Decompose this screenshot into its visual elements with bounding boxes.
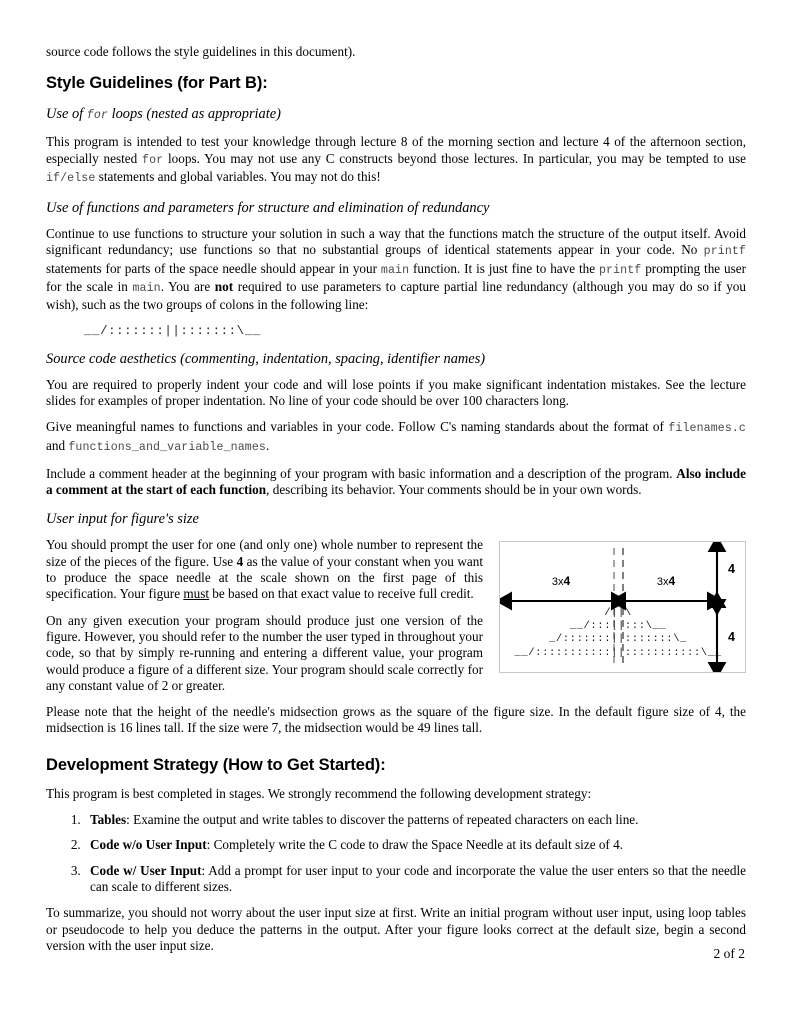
- user-input-underline-must: must: [183, 586, 209, 602]
- user-input-body-paragraph-2: On any given execution your program should produce just one version of the figure. However, you should refer to the number the user typed in throughout your code, so that by simply re-running and entering a different value, your program would produce a figure of a different size. Your program should scale correctly for any constant value of 2 or greater.: [46, 612, 483, 693]
- for-loops-body-1: This program is intended to test your knowledge through lecture 8 of the morning section and lecture 4 of the afternoon section, especially nested: [46, 134, 746, 166]
- needle-row-4: __/:::::::::::||:::::::::::\__: [514, 647, 722, 660]
- ascii-code-sample-line: __/:::::::||:::::::\__: [84, 323, 261, 338]
- subheading-for-loops: [46, 105, 746, 125]
- subheading-for-loops-suffix: loops (nested as appropriate): [107, 106, 281, 123]
- development-strategy-intro: This program is best completed in stages. We strongly recommend the following development strategy:: [46, 785, 592, 801]
- figure-label-right: 3x4: [656, 574, 676, 589]
- subheading-functions-parameters: Use of functions and parameters for structure and elimination of redundancy: [46, 200, 490, 217]
- functions-body-5: . You are: [160, 279, 215, 295]
- user-input-bold-four: 4: [236, 553, 244, 569]
- functions-body-6: required to use parameters to capture partial line redundancy (although you may do so if you wish), such as the two groups of colons in the following line:: [46, 279, 746, 313]
- inline-code-main-1: main: [380, 263, 410, 277]
- user-input-body-1c: be based on that exact value to receive full credit.: [209, 586, 474, 602]
- list-item: [84, 837, 746, 853]
- user-input-body-1b: as the value of your constant when you want to produce the space needle at the scale shown on the first page of this specification. Your figure: [46, 553, 483, 602]
- aesthetics-body-paragraph-1: You are required to properly indent your code and will lose points if you make significant indentation mistakes. See the lecture slides for examples of proper indentation. No line of your code should be over 100 characters long.: [46, 376, 746, 408]
- inline-code-function-names: functions_and_variable_names: [68, 440, 266, 454]
- aesthetics-body-2b: and: [46, 437, 69, 453]
- functions-body-3: function. It is just fine to have the: [409, 260, 599, 276]
- functions-body-1: Continue to use functions to structure your solution in such a way that the functions match the structure of the output itself. Avoid significant redundancy; use functions so that no substantial groups of identical statements appear in your code. No: [46, 226, 746, 258]
- for-loops-body-paragraph: [46, 134, 746, 187]
- development-strategy-closing: To summarize, you should not worry about the user input size at first. Write an initial program without user input, using loop tables or pseudocode to help you deduce the patterns in the output. After your figure looks correct at the default size, begin a second version with the user input size.: [46, 905, 746, 953]
- subheading-source-code-aesthetics: Source code aesthetics (commenting, indentation, spacing, identifier names): [46, 350, 486, 367]
- figure-label-bottom-right: 4: [728, 630, 735, 645]
- space-needle-measurement-figure: [499, 541, 746, 673]
- figure-label-top-right: 4: [728, 562, 735, 577]
- development-strategy-list: [46, 812, 746, 895]
- page-number: 2 of 2: [713, 946, 745, 961]
- for-loops-body-2: loops. You may not use any C constructs beyond those lectures. In particular, you may be tempted to use: [163, 150, 747, 166]
- aesthetics-body-3a: Include a comment header at the beginning of your program with basic information and a description of the program.: [46, 465, 677, 481]
- intro-fragment-text: source code follows the style guidelines in this document).: [46, 44, 356, 59]
- subheading-user-input-size: User input for figure's size: [46, 511, 199, 528]
- functions-body-bold-not: not: [214, 279, 234, 295]
- aesthetics-body-2c: .: [265, 437, 270, 453]
- user-input-body-1a: You should prompt the user for one (and only one) whole number to represent the size of the pieces of the figure. Use: [46, 537, 483, 569]
- functions-body-paragraph: [46, 226, 746, 313]
- document-content: [46, 44, 746, 964]
- needle-row-3: _/:::::::||:::::::\_: [548, 633, 688, 646]
- for-loops-body-3: statements and global variables. You may not do this!: [95, 168, 381, 184]
- inline-code-for: for: [86, 109, 108, 123]
- intro-fragment-paragraph: [46, 44, 746, 60]
- style-guidelines-heading: Style Guidelines (for Part B):: [46, 74, 268, 93]
- inline-code-main-2: main: [132, 282, 161, 296]
- inline-code-filenames: filenames.c: [668, 422, 746, 436]
- list-item: [84, 812, 746, 828]
- aesthetics-body-3b: , describing its behavior. Your comments should be in your own words.: [266, 482, 642, 498]
- list-item-text-code-w-input: : Add a prompt for user input to your code and incorporate the value the user enters so that the needle can scale to different sizes.: [90, 862, 746, 894]
- list-item-label-code-w-input: Code w/ User Input: [90, 862, 202, 878]
- figure-label-left: 3x4: [551, 574, 571, 589]
- inline-code-printf-1: printf: [703, 245, 746, 259]
- list-item-text-code-wo-input: : Completely write the C code to draw the Space Needle at its default size of 4.: [206, 837, 624, 853]
- development-strategy-heading: Development Strategy (How to Get Started):: [46, 755, 386, 774]
- functions-body-4: prompting the user for the scale in: [46, 260, 746, 295]
- figure-svg: [500, 542, 745, 672]
- needle-row-1: /||\: [604, 607, 632, 620]
- aesthetics-body-paragraph-2: [46, 419, 746, 456]
- inline-code-if-else: if/else: [46, 171, 96, 185]
- aesthetics-body-paragraph-3: [46, 466, 746, 499]
- needle-ascii-art: [513, 607, 721, 659]
- list-item-label-tables: Tables: [90, 812, 127, 828]
- user-input-body-paragraph-3: Please note that the height of the needle's midsection grows as the square of the figure size. In the default figure size of 4, the midsection is 16 lines tall. If the size were 7, the midsection would be 49 lines tall.: [46, 704, 746, 736]
- aesthetics-body-3-bold: Also include a comment at the start of each function: [46, 465, 746, 498]
- inline-code-printf-2: printf: [598, 263, 642, 277]
- list-item-text-tables: : Examine the output and write tables to discover the patterns of repeated characters on each line.: [126, 812, 639, 828]
- functions-body-2: statements for parts of the space needle should appear in your: [46, 260, 381, 276]
- list-item-label-code-wo-input: Code w/o User Input: [90, 837, 207, 853]
- inline-code-for-2: for: [142, 153, 164, 167]
- aesthetics-body-2a: Give meaningful names to functions and variables in your code. Follow C's naming standards about the format of: [46, 419, 669, 435]
- list-item: [84, 863, 746, 896]
- needle-row-2: __/:::||:::\__: [569, 620, 667, 633]
- subheading-for-loops-prefix: Use of: [46, 106, 87, 123]
